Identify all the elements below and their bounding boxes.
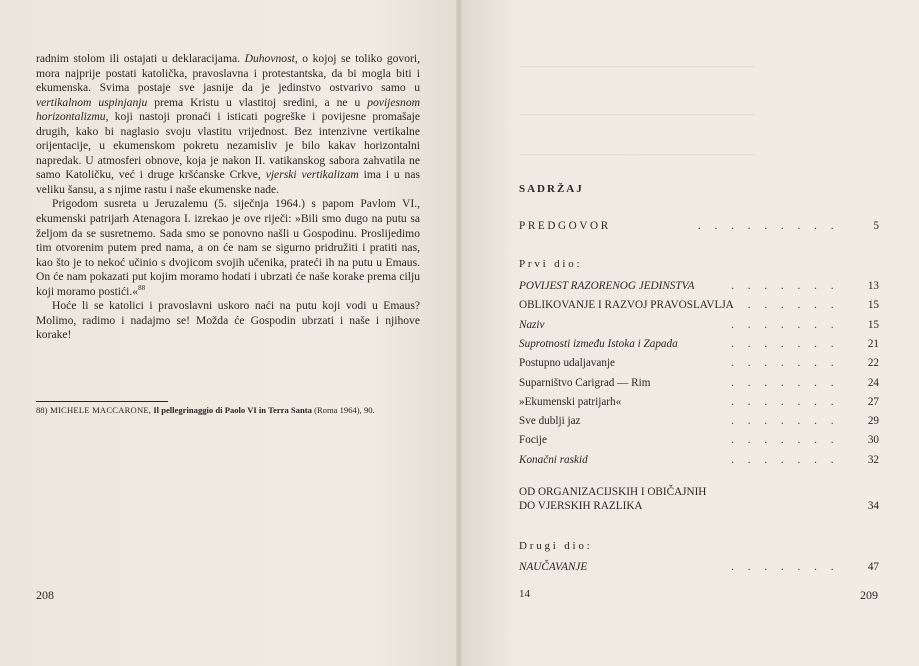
show-through-text: ─────────────────────────────────	[520, 110, 754, 121]
toc-entry-label: Postupno udaljavanje	[519, 357, 616, 370]
dot-leader: . . . . . . .	[731, 561, 839, 573]
dot-leader: . . . . . . .	[731, 395, 839, 408]
toc-entry-label: Konačni raskid	[519, 453, 588, 466]
toc-entry-page: 27	[867, 395, 879, 408]
toc-entry-page: 22	[867, 357, 879, 370]
dot-leader: . . . . . . .	[731, 434, 839, 447]
book-gutter	[456, 0, 462, 666]
body-paragraph	[36, 299, 420, 343]
footnote-number: 88)	[36, 405, 48, 415]
italic-run: povijesnom horizontalizmu	[36, 95, 421, 124]
toc-entry-page: 13	[867, 280, 879, 292]
italic-run: vertikalnom uspinjanju	[36, 95, 148, 109]
dot-leader: . . . . . . .	[731, 453, 839, 466]
part-two-label: Drugi dio:	[519, 540, 593, 552]
toc-entry[interactable]	[519, 395, 879, 409]
toc-entry-page: 5	[873, 220, 879, 232]
toc-entry-label: OBLIKOVANJE I RAZVOJ PRAVOSLAVLJA	[519, 299, 734, 312]
dot-leader: . . . . . . .	[731, 337, 839, 350]
toc-entry-label: Sve dublji jaz	[519, 415, 581, 428]
text-run: prema Kristu u vlastitoj sredini, a ne u	[147, 95, 368, 109]
page-number-right: 209	[860, 588, 878, 602]
toc-entry-page: 24	[867, 376, 879, 389]
text-run: ima i u nas veliku šansu, a s njime rastu i naše ekumenske nade.	[36, 168, 421, 196]
toc-entry-label: PREDGOVOR	[519, 220, 611, 232]
bottom-small-number: 14	[519, 588, 530, 600]
toc-entry-label: »Ekumenski patrijarh«	[519, 395, 622, 408]
toc-entry[interactable]	[519, 356, 879, 370]
text-run: Hoće li se katolici i pravoslavni uskoro naći na putu koji vodi u Emaus? Molimo, radimo i nadajmo se! Možda će Gospodin ubrzati i naše i njihove korake!	[36, 299, 420, 342]
body-paragraph	[36, 52, 420, 197]
toc-entry[interactable]	[519, 318, 879, 332]
toc-entry[interactable]	[519, 433, 879, 447]
dot-leader: . . . . . . .	[731, 357, 839, 370]
footnote-author: MICHELE MACCARONE,	[50, 405, 152, 415]
toc-entry-page: 21	[867, 337, 879, 350]
footnote	[36, 405, 420, 416]
dot-leader: . . . . . . . . .	[697, 220, 839, 232]
toc-entry-label: Naziv	[519, 318, 545, 331]
dot-leader: . . . . . . .	[731, 280, 839, 292]
toc-entry-label-line2: DO VJERSKIH RAZLIKA	[519, 500, 643, 512]
dot-leader: . . . . . . .	[731, 376, 839, 389]
toc-entry-page: 30	[867, 434, 879, 447]
text-run: , koji nastoji pronaći i isticati pogreške i povijesne promašaje drugih, kako bi naglasio svoju vlastitu vrijednost. Bez intenzivne vertikalne orijentacije, u ekumenskom pokretu nezamisliv je bilo kakav horizontalni napredak. U atmosferi obnove, koja je nakon II. vatikanskog sabora zahvatila ne samo Katoličku, već i druge kršćanske Crkve,	[36, 110, 420, 182]
footnote-ref: 88	[138, 283, 146, 292]
toc-entry[interactable]	[519, 337, 879, 351]
toc-entry-label: POVIJEST RAZORENOG JEDINSTVA	[519, 280, 695, 292]
dot-leader: . . . . . . .	[731, 415, 839, 428]
toc-entry-label: NAUČAVANJE	[519, 561, 588, 573]
italic-run: vjerski vertikalizam	[265, 168, 359, 182]
toc-entry[interactable]	[519, 279, 879, 293]
toc-entry[interactable]	[519, 414, 879, 428]
toc-entry-page: 34	[867, 500, 879, 512]
footnote-title: Il pellegrinaggio di Paolo VI in Terra Santa	[153, 405, 312, 415]
dot-leader: . . . . . . .	[731, 299, 839, 312]
toc-entry-page: 29	[867, 415, 879, 428]
toc-entry-label: Suparništvo Carigrad — Rim	[519, 376, 651, 389]
show-through-text: ─────────────────────────────────	[520, 150, 754, 161]
part-one-label: Prvi dio:	[519, 258, 583, 270]
toc-entry[interactable]	[519, 376, 879, 390]
dot-leader: . . . . . . .	[731, 318, 839, 331]
toc-entry-preface[interactable]	[519, 219, 879, 233]
toc-entry-label-line1: OD ORGANIZACIJSKIH I OBIČAJNIH	[519, 486, 707, 498]
toc-entry-page: 15	[867, 318, 879, 331]
toc-entry[interactable]	[519, 560, 879, 574]
text-run: Prigodom susreta u Jeruzalemu (5. siječnja 1964.) s papom Pavlom VI., ekumenski patrijarh Atenagora I. izrekao je ove riječi: »Bili smo dugo na putu sa željom da se susretnemo. Sada smo se ponovno našli u Gospodinu. Proslijedimo tim otvorenim putem pred nama, a on će nam se sigurno pridružiti i pratiti nas, kao što je to nekoć učinio s dvojicom svojih učenika, prateći ih na putu u Emaus. On će nam pokazati put kojim moramo hodati i ubrzati će naše korake prema cilju koji moramo postići.«	[36, 197, 420, 298]
toc-entry-label: Suprotnosti između Istoka i Zapada	[519, 337, 678, 350]
text-run: radnim stolom ili ostajati u deklaracijama.	[36, 52, 245, 65]
italic-run: Duhovnost	[244, 52, 295, 65]
toc-entry[interactable]	[519, 298, 879, 312]
toc-title: SADRŽAJ	[519, 183, 584, 195]
toc-entry-label: Focije	[519, 434, 547, 447]
text-run: , o kojoj se toliko govori, mora najprije postati katolička, pravoslavna i protestantska, da bi mogla biti i ekumenska. Svima postaje sve jasnije da je jedinstvo ostvarivo samo u	[36, 52, 420, 95]
toc-entry-page: 47	[867, 561, 879, 573]
toc-entry[interactable]	[519, 453, 879, 467]
footnote-rule	[36, 401, 168, 402]
body-text	[36, 52, 420, 343]
toc-entry-page: 32	[867, 453, 879, 466]
toc-entry-page: 15	[867, 299, 879, 312]
show-through-text: ─────────────────────────────────	[520, 62, 754, 73]
footnote-rest: (Roma 1964), 90.	[314, 405, 375, 415]
body-paragraph	[36, 197, 420, 299]
page-number-left: 208	[36, 588, 54, 602]
toc-entry-organization[interactable]	[519, 485, 879, 513]
